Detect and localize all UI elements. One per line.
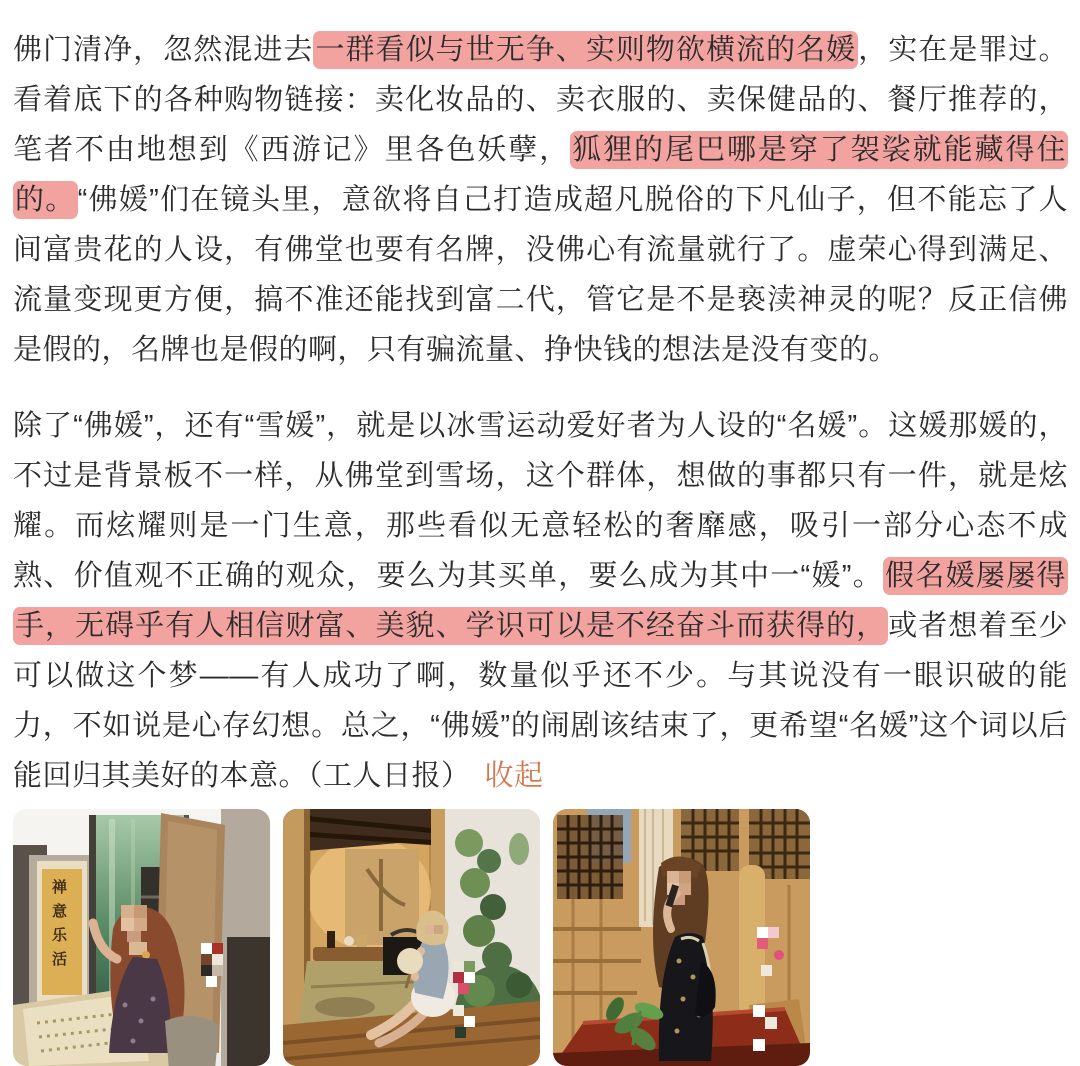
body-text: “佛媛”们在镜头里，意欲将自己打造成超凡脱俗的下凡仙子，但不能忘了人间富贵花的人设，有佛堂也要有名牌，没佛心有流量就行了。虚荣心得到满足、流量变现更方便，搞不准还能找到富二代，管它是不是亵渎神灵的呢？反正信佛是假的，名牌也是假的啊，只有骗流量、挣快钱的想法是没有变的。 <box>13 184 1068 366</box>
collapse-button[interactable]: 收起 <box>484 760 544 792</box>
highlighted-text: 狐狸的尾巴哪是穿了袈裟就能藏得住的。 <box>13 131 1068 219</box>
calligraphy-scroll-text: 禅意乐活 <box>50 879 68 975</box>
paragraph-1 <box>13 25 1068 375</box>
photo-thumbnail-row <box>13 809 1068 1066</box>
highlighted-text: 一群看似与世无争、实则物欲横流的名媛 <box>313 31 858 69</box>
body-text: 除了“佛媛”，还有“雪媛”，就是以冰雪运动爱好者为人设的“名媛”。这媛那媛的，不过是背景板不一样，从佛堂到雪场，这个群体，想做的事都只有一件，就是炫耀。而炫耀则是一门生意，那些看似无意轻松的奢靡感，吸引一部分心态不成熟、价值观不正确的观众，要么为其买单，要么成为其中一“媛”。 <box>13 410 1068 592</box>
body-text: ，实在是罪过。看着底下的各种购物链接：卖化妆品的、卖衣服的、卖保健品的、餐厅推荐的，笔者不由地想到《西游记》里各色妖孽， <box>13 34 1068 166</box>
photo-thumbnail-3[interactable] <box>553 809 810 1066</box>
photo-thumbnail-1[interactable] <box>13 809 270 1066</box>
photo-3-illustration <box>553 809 810 1066</box>
photo-1-illustration <box>13 809 270 1066</box>
highlighted-text: 假名媛屡屡得手，无碍乎有人相信财富、美貌、学识可以是不经奋斗而获得的， <box>13 557 1068 645</box>
body-text: 或者想着至少可以做这个梦——有人成功了啊，数量似乎还不少。与其说没有一眼识破的能力，不如说是心存幻想。总之，“佛媛”的闹剧该结束了，更希望“名媛”这个词以后能回归其美好的本意。（工人日报） <box>13 610 1068 792</box>
photo-thumbnail-2[interactable] <box>283 809 540 1066</box>
body-text: 佛门清净，忽然混进去 <box>13 34 314 66</box>
paragraph-2 <box>13 401 1068 801</box>
photo-2-illustration <box>283 809 540 1066</box>
